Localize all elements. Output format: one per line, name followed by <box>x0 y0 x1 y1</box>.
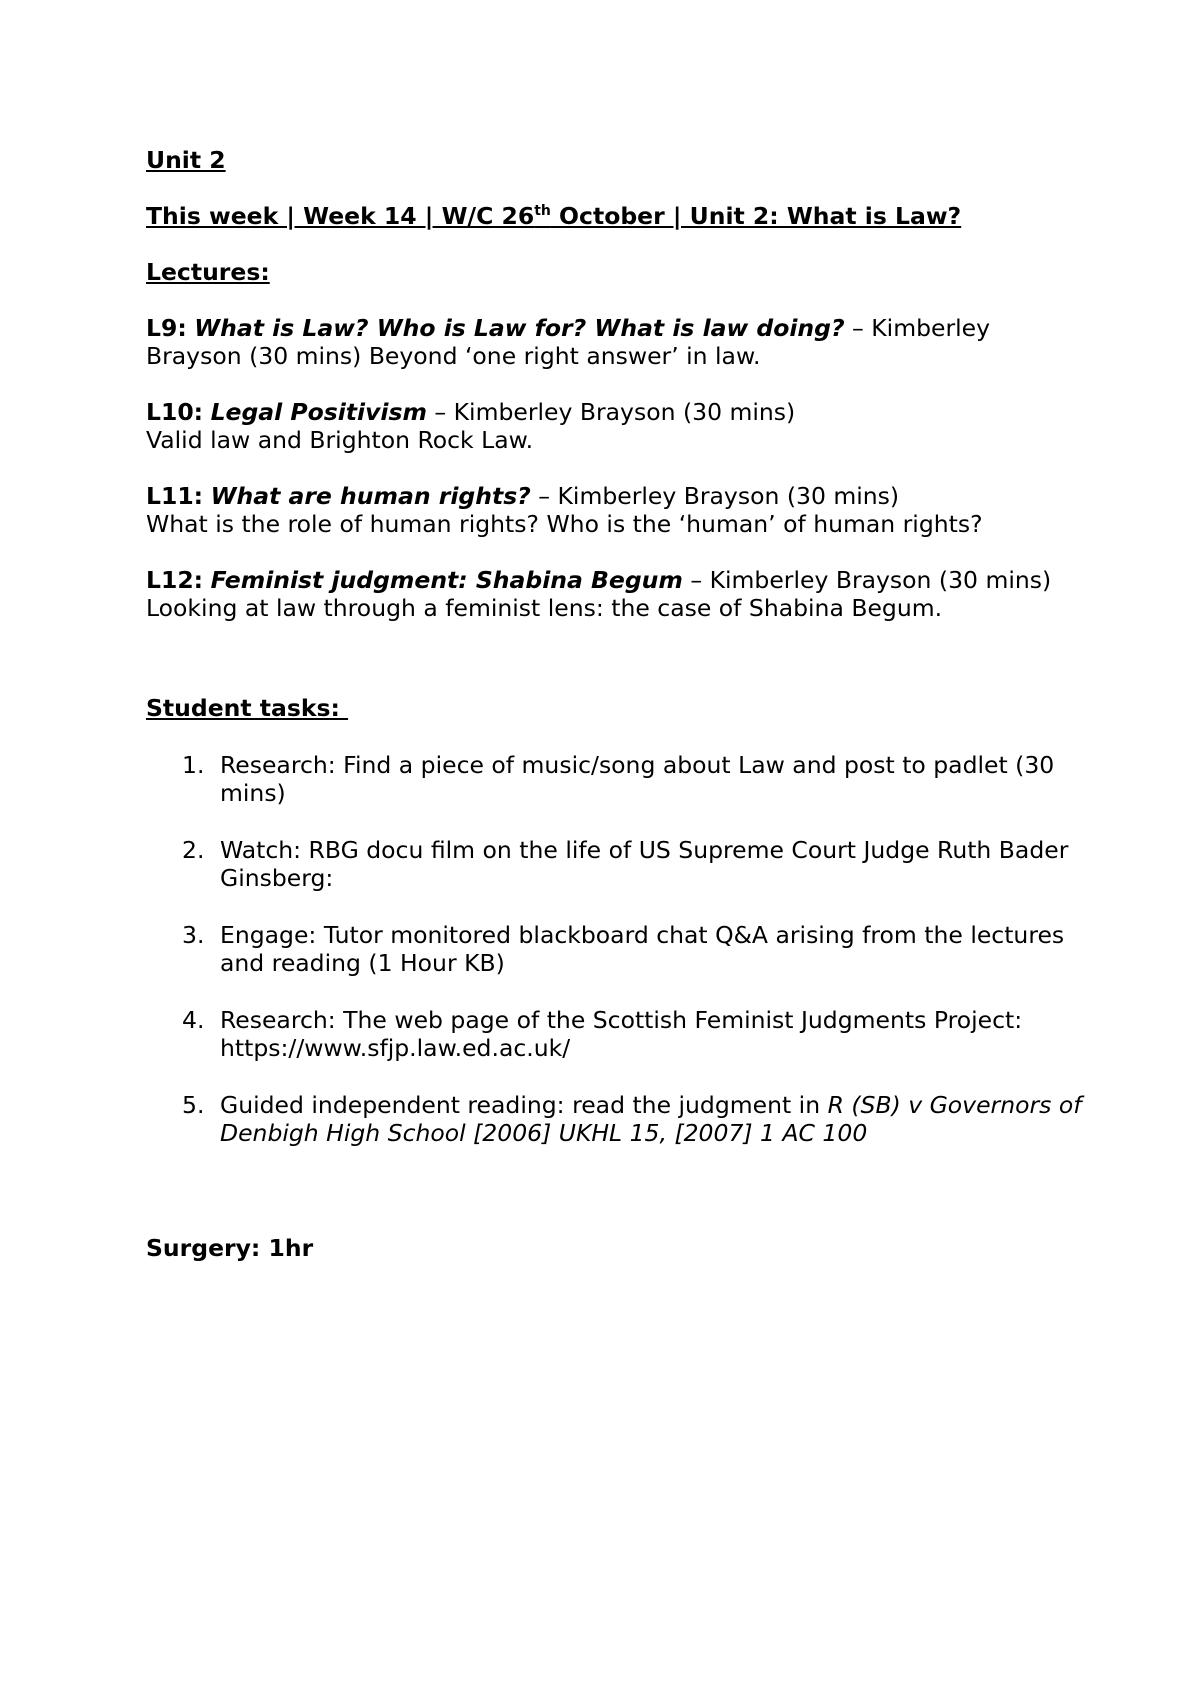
week-heading-rest: October | Unit 2: What is Law? <box>550 202 962 230</box>
lecture-code: L11: <box>146 482 204 510</box>
lecture-title: Feminist judgment: Shabina Begum <box>210 566 683 594</box>
week-heading-ordinal: th <box>534 203 551 220</box>
task-list <box>146 751 1086 1147</box>
lecture-l11 <box>146 482 1086 538</box>
lecture-line <box>146 566 1086 594</box>
task-number: 5. <box>182 1091 205 1119</box>
task-item <box>146 1006 1086 1062</box>
lecture-lecturer: – Kimberley Brayson (30 mins) <box>682 566 1052 594</box>
lecture-lecturer: – Kimberley Brayson (30 mins) Beyond ‘one right answer’ in law. <box>146 314 991 370</box>
lecture-line <box>146 398 1086 426</box>
task-item <box>146 751 1086 807</box>
case-citation: R (SB) v Governors of Denbigh High School [2006] UKHL 15, [2007] 1 AC 100 <box>220 1091 1082 1147</box>
lectures-heading: Lectures: <box>146 258 270 286</box>
unit-title: Unit 2 <box>146 146 226 174</box>
week-heading-text: This week | Week 14 | W/C 26 <box>146 202 535 230</box>
surgery-note: Surgery: 1hr <box>146 1234 314 1262</box>
lecture-title: Legal Positivism <box>210 398 427 426</box>
lecture-line <box>146 314 1086 370</box>
task-text: Research: Find a piece of music/song about Law and post to padlet (30 mins) <box>220 751 1055 807</box>
lecture-code: L12: <box>146 566 204 594</box>
task-number: 1. <box>182 751 205 779</box>
task-text: Guided independent reading: read the judgment in <box>220 1091 828 1119</box>
task-number: 2. <box>182 836 205 864</box>
lecture-description: Looking at law through a feminist lens: the case of Shabina Begum. <box>146 594 943 622</box>
lecture-l12 <box>146 566 1086 622</box>
task-item <box>146 836 1086 892</box>
lecture-lecturer: – Kimberley Brayson (30 mins) <box>530 482 900 510</box>
lecture-description: What is the role of human rights? Who is the ‘human’ of human rights? <box>146 510 983 538</box>
tasks-heading: Student tasks: <box>146 694 349 722</box>
task-number: 3. <box>182 921 205 949</box>
task-text: Watch: RBG docu film on the life of US Supreme Court Judge Ruth Bader Ginsberg: <box>220 836 1069 892</box>
lecture-l9 <box>146 314 1086 370</box>
lecture-lecturer: – Kimberley Brayson (30 mins) <box>426 398 796 426</box>
document-page <box>146 146 1086 1262</box>
lecture-code: L9: <box>146 314 187 342</box>
lecture-l10 <box>146 398 1086 454</box>
task-number: 4. <box>182 1006 205 1034</box>
lecture-code: L10: <box>146 398 204 426</box>
lecture-title: What are human rights? <box>210 482 531 510</box>
task-item <box>146 921 1086 977</box>
week-heading <box>146 202 1086 230</box>
task-text: Research: The web page of the Scottish Feminist Judgments Project: https://www.sfjp.law.ed.ac.uk/ <box>220 1006 1023 1062</box>
task-text: Engage: Tutor monitored blackboard chat Q&A arising from the lectures and reading (1 Hour KB) <box>220 921 1065 977</box>
lecture-line <box>146 482 1086 510</box>
lecture-title: What is Law? Who is Law for? What is law doing? <box>194 314 845 342</box>
lecture-description: Valid law and Brighton Rock Law. <box>146 426 534 454</box>
task-item <box>146 1091 1086 1147</box>
